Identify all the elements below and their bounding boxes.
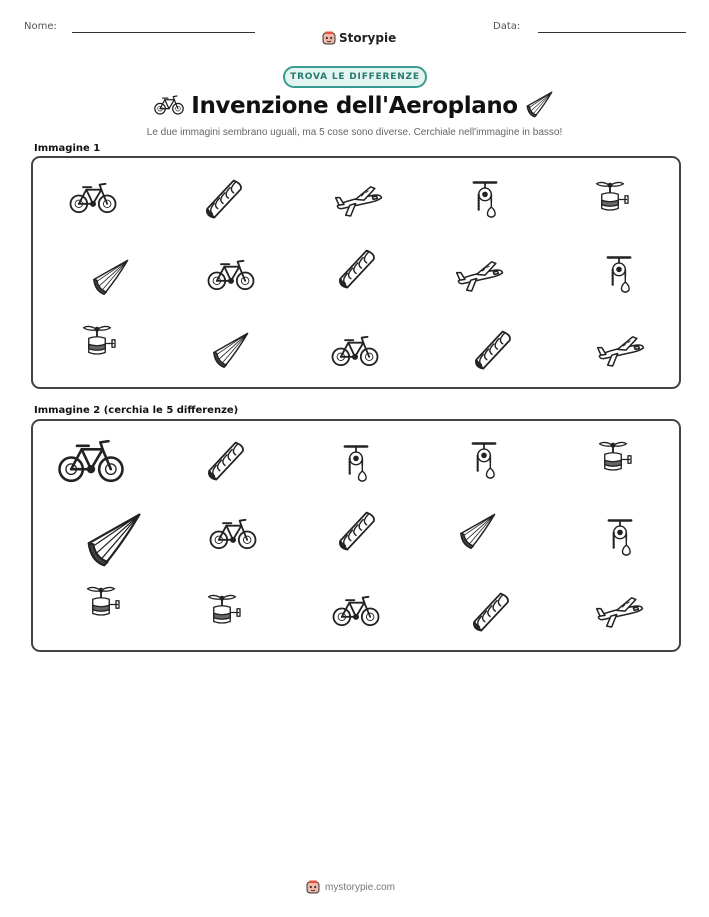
bicycle-icon[interactable] — [208, 517, 258, 551]
mascot-icon — [306, 880, 320, 894]
pulley-icon[interactable] — [342, 440, 370, 488]
rope-icon — [335, 247, 379, 291]
rope-icon[interactable] — [204, 439, 248, 483]
propeller-icon — [592, 179, 634, 217]
glider-icon[interactable] — [595, 594, 645, 630]
name-label: Nome: — [24, 21, 57, 32]
glider-icon — [334, 183, 384, 219]
activity-badge: TROVA LE DIFFERENZE — [283, 66, 427, 88]
date-field[interactable] — [538, 32, 686, 33]
worksheet-header — [0, 18, 709, 45]
rope-icon[interactable] — [469, 590, 513, 634]
name-field[interactable] — [72, 32, 255, 33]
instructions: Le due immagini sembrano uguali, ma 5 cose sono diverse. Cerchiale nell'immagine in basso! — [146, 127, 563, 138]
glider-icon — [455, 258, 505, 294]
propeller-icon[interactable] — [83, 584, 125, 622]
glider-icon — [596, 333, 646, 369]
image2-label: Immagine 2 (cerchia le 5 differenze) — [34, 405, 239, 416]
wing-icon[interactable] — [455, 510, 499, 554]
brand-name: Storypie — [339, 31, 397, 45]
propeller-icon — [79, 323, 121, 361]
image2-panel[interactable] — [31, 419, 681, 652]
image1-panel — [31, 156, 681, 389]
pulley-icon — [605, 251, 633, 299]
propeller-icon[interactable] — [204, 592, 246, 630]
rope-icon — [202, 177, 246, 221]
date-label: Data: — [493, 21, 521, 32]
rope-icon[interactable] — [335, 509, 379, 553]
page-title: Invenzione dell'Aeroplano — [191, 93, 518, 119]
rope-icon — [471, 328, 515, 372]
storypie-logo — [322, 31, 396, 45]
bicycle-icon — [68, 181, 118, 215]
bicycle-icon — [206, 258, 256, 292]
pulley-icon[interactable] — [606, 514, 634, 562]
bicycle-icon — [330, 334, 380, 368]
wing-icon — [208, 329, 252, 373]
bicycle-icon[interactable] — [331, 594, 381, 628]
wing-icon — [523, 90, 555, 120]
image1-label: Immagine 1 — [34, 143, 101, 154]
footer — [306, 880, 395, 894]
bicycle-icon[interactable] — [56, 437, 126, 485]
wing-icon — [88, 256, 132, 300]
footer-url: mystorypie.com — [325, 881, 396, 893]
pulley-icon[interactable] — [470, 437, 498, 485]
mascot-icon — [322, 31, 336, 45]
propeller-icon[interactable] — [595, 439, 637, 477]
pulley-icon — [471, 176, 499, 224]
wing-icon[interactable] — [80, 510, 146, 572]
